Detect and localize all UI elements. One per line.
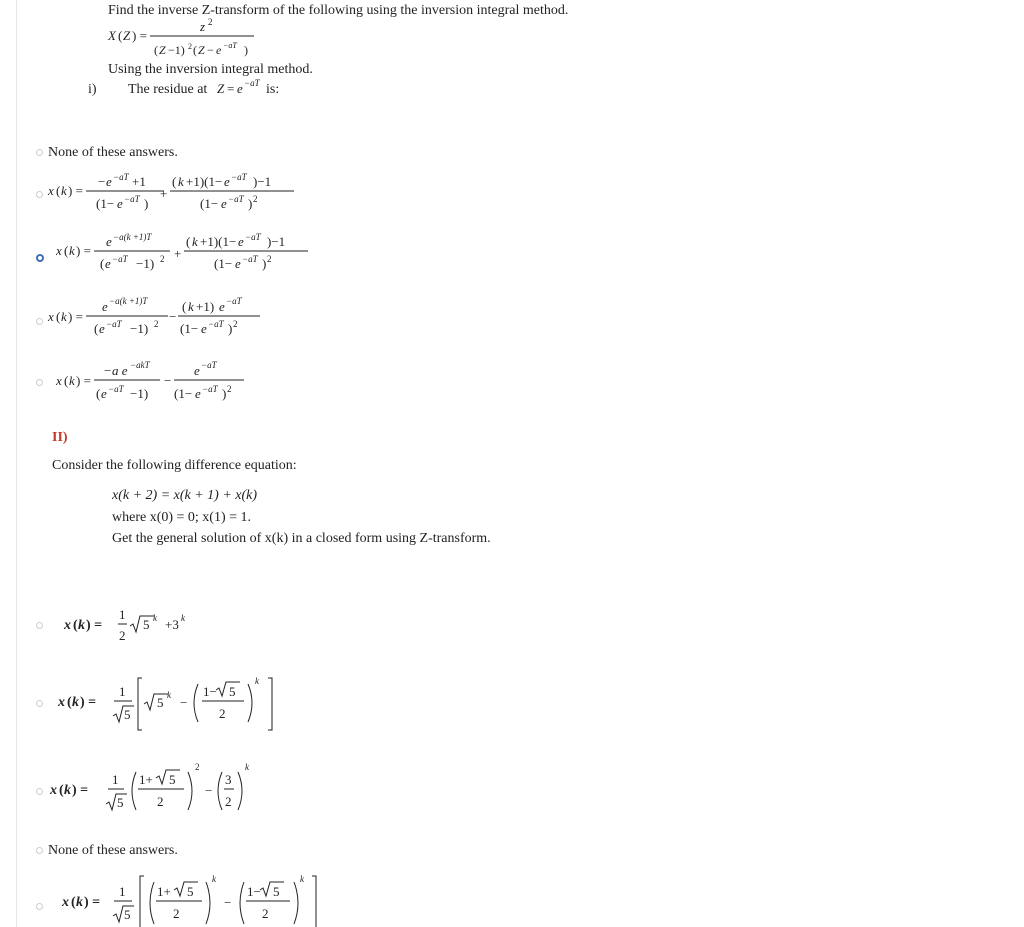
svg-text:e: e (216, 43, 222, 57)
svg-text:(: ( (100, 256, 105, 271)
svg-text:2: 2 (233, 319, 238, 329)
q1-option-2-radio[interactable] (36, 191, 43, 198)
svg-text:−aT: −aT (113, 172, 129, 182)
svg-text:+1)(1−: +1)(1− (200, 234, 237, 249)
svg-text:k: k (78, 618, 85, 633)
svg-text:k: k (255, 676, 259, 686)
svg-text:) =: ) = (132, 28, 147, 43)
q1-option-3-radio[interactable] (36, 254, 44, 262)
svg-text:(: ( (186, 234, 191, 249)
svg-text:k: k (72, 695, 79, 710)
svg-text:2: 2 (195, 762, 200, 772)
svg-text:k: k (167, 690, 171, 700)
svg-text:k: k (61, 309, 67, 324)
svg-text:−: − (224, 895, 232, 910)
svg-text:−: − (169, 309, 177, 324)
svg-text:−aT: −aT (108, 384, 124, 394)
svg-text:(: ( (64, 373, 69, 388)
svg-text:−aT: −aT (244, 78, 260, 88)
svg-text:(: ( (73, 618, 78, 633)
svg-text:(: ( (56, 183, 61, 198)
svg-text:k: k (212, 874, 216, 884)
svg-text:(: ( (94, 321, 99, 336)
svg-text:3: 3 (225, 772, 232, 787)
svg-text:5: 5 (157, 695, 164, 710)
svg-text:e: e (201, 321, 207, 336)
q2-option-4-radio[interactable] (36, 847, 43, 854)
svg-text:1: 1 (119, 884, 126, 899)
svg-text:x: x (56, 243, 62, 258)
svg-text:) =: ) = (86, 618, 103, 633)
svg-text:−aT: −aT (242, 254, 258, 264)
svg-text:k: k (61, 183, 67, 198)
svg-text:e: e (106, 234, 112, 249)
svg-text:2: 2 (227, 384, 232, 394)
svg-text:−aT: −aT (208, 319, 224, 329)
svg-text:−: − (180, 695, 188, 710)
svg-text:2: 2 (119, 628, 126, 643)
q2-option-1-radio[interactable] (36, 622, 43, 629)
svg-text:(: ( (172, 174, 177, 189)
q2-option-3-radio[interactable] (36, 788, 43, 795)
svg-text:k: k (192, 234, 198, 249)
part-suffix: is: (266, 82, 280, 97)
svg-text:(: ( (59, 783, 64, 798)
q2-option-4-label[interactable]: None of these answers. (48, 843, 178, 858)
svg-text:+: + (174, 246, 182, 261)
svg-text:1−: 1− (247, 884, 261, 899)
svg-text:(: ( (67, 695, 72, 710)
svg-text:(: ( (193, 43, 197, 57)
svg-text:(1−: (1− (96, 196, 115, 211)
svg-text:k: k (69, 373, 75, 388)
svg-text:−aT: −aT (106, 319, 122, 329)
svg-text:−a(k +1)T: −a(k +1)T (109, 296, 148, 306)
svg-text:e: e (102, 299, 108, 314)
svg-text:k: k (245, 762, 249, 772)
svg-text:−1): −1) (130, 321, 149, 336)
svg-text:k: k (181, 613, 185, 623)
svg-text:(: ( (64, 243, 69, 258)
svg-text:)−1: )−1 (253, 174, 272, 189)
svg-text:5: 5 (169, 772, 176, 787)
svg-text:(1−: (1− (200, 196, 219, 211)
page-border (16, 0, 17, 927)
svg-text:): ) (248, 196, 253, 211)
svg-text:k: k (69, 243, 75, 258)
svg-text:(: ( (56, 309, 61, 324)
svg-text:2: 2 (225, 794, 232, 809)
svg-text:) =: ) = (68, 309, 83, 324)
svg-text:−aT: −aT (245, 232, 261, 242)
svg-text:−: − (207, 43, 214, 57)
svg-text:) =: ) = (76, 373, 91, 388)
svg-text:e: e (237, 81, 243, 96)
question2-equation: x(k + 2) = x(k + 1) + x(k) (112, 488, 258, 503)
svg-text:e: e (106, 174, 112, 189)
svg-text:x: x (48, 183, 54, 198)
svg-text:e: e (99, 321, 105, 336)
svg-text:k: k (76, 895, 83, 910)
svg-text:) =: ) = (84, 895, 101, 910)
svg-text:k: k (64, 783, 71, 798)
svg-text:x: x (58, 695, 65, 710)
svg-text:Z: Z (159, 43, 166, 57)
svg-text:): ) (144, 196, 149, 211)
svg-text:1: 1 (112, 772, 119, 787)
q2-option-3-formula[interactable] (50, 758, 280, 824)
svg-text:): ) (222, 386, 227, 401)
question2-task: Get the general solution of x(k) in a closed form using Z-transform. (112, 531, 491, 546)
svg-text:x: x (64, 618, 71, 633)
svg-text:5: 5 (187, 884, 194, 899)
svg-text:−akT: −akT (130, 360, 150, 370)
svg-text:Z: Z (198, 43, 205, 57)
svg-text:e: e (195, 386, 201, 401)
svg-text:1+: 1+ (157, 884, 171, 899)
q2-option-2-formula[interactable] (58, 670, 298, 736)
svg-text:−a(k +1)T: −a(k +1)T (113, 232, 152, 242)
svg-text:−1): −1) (136, 256, 155, 271)
svg-text:1: 1 (119, 684, 126, 699)
svg-text:e: e (101, 386, 107, 401)
svg-text:−aT: −aT (226, 296, 242, 306)
q2-option-5-formula[interactable] (62, 868, 332, 927)
svg-text:(: ( (118, 28, 123, 43)
svg-text:−aT: −aT (124, 194, 140, 204)
svg-text:(: ( (71, 895, 76, 910)
q1-option-1-radio[interactable] (36, 149, 43, 156)
svg-text:2: 2 (253, 194, 258, 204)
svg-text:2: 2 (262, 906, 269, 921)
svg-text:k: k (178, 174, 184, 189)
svg-text:−1): −1) (168, 43, 185, 57)
svg-text:k: k (300, 874, 304, 884)
svg-text:1+: 1+ (139, 772, 153, 787)
svg-text:5: 5 (229, 684, 236, 699)
svg-text:+1): +1) (196, 299, 215, 314)
svg-text:z: z (200, 19, 206, 34)
svg-text:(: ( (182, 299, 187, 314)
method-line: Using the inversion integral method. (108, 62, 313, 77)
svg-text:2: 2 (160, 254, 165, 264)
svg-text:Z: Z (217, 81, 225, 96)
svg-text:e: e (117, 196, 123, 211)
svg-text:2: 2 (219, 706, 226, 721)
svg-text:) =: ) = (68, 183, 83, 198)
svg-text:−1): −1) (130, 386, 149, 401)
svg-text:)−1: )−1 (267, 234, 286, 249)
svg-text:1: 1 (119, 607, 126, 622)
svg-text:2: 2 (157, 794, 164, 809)
svg-text:+: + (160, 186, 168, 201)
svg-text:(1−: (1− (214, 256, 233, 271)
svg-text:) =: ) = (76, 243, 91, 258)
svg-text:5: 5 (124, 707, 131, 722)
q1-option-4-formula[interactable] (48, 294, 278, 342)
svg-text:5: 5 (124, 907, 131, 922)
svg-text:1−: 1− (203, 684, 217, 699)
q1-option-5-formula[interactable] (56, 358, 256, 406)
svg-text:x: x (56, 373, 62, 388)
svg-text:): ) (262, 256, 267, 271)
svg-text:e: e (224, 174, 230, 189)
svg-text:2: 2 (188, 42, 192, 51)
svg-text:(: ( (154, 43, 158, 57)
q1-option-3-formula[interactable] (56, 230, 316, 278)
svg-text:): ) (244, 43, 248, 57)
svg-text:e: e (238, 234, 244, 249)
svg-text:2: 2 (267, 254, 272, 264)
svg-text:x: x (62, 895, 69, 910)
svg-text:2: 2 (208, 17, 213, 27)
q1-option-4-radio[interactable] (36, 318, 43, 325)
part-text: The residue at (128, 82, 208, 97)
svg-text:e: e (221, 196, 227, 211)
svg-text:−: − (104, 363, 112, 378)
q1-option-1-label[interactable]: None of these answers. (48, 145, 178, 160)
question2-prompt: Consider the following difference equation: (52, 458, 297, 473)
svg-text:x: x (48, 309, 54, 324)
svg-text:−: − (164, 373, 172, 388)
q1-option-2-formula[interactable] (48, 170, 298, 218)
svg-text:e: e (235, 256, 241, 271)
svg-text:5: 5 (117, 795, 124, 810)
svg-text:(: ( (96, 386, 101, 401)
svg-text:e: e (105, 256, 111, 271)
q2-option-5-radio[interactable] (36, 903, 43, 910)
svg-text:(1−: (1− (180, 321, 199, 336)
svg-text:+1: +1 (132, 174, 146, 189)
q1-option-5-radio[interactable] (36, 379, 43, 386)
svg-text:): ) (228, 321, 233, 336)
svg-text:−aT: −aT (223, 41, 237, 50)
q2-option-2-radio[interactable] (36, 700, 43, 707)
svg-text:e: e (194, 363, 200, 378)
svg-text:−aT: −aT (201, 360, 217, 370)
svg-text:5: 5 (143, 617, 150, 632)
question2-initial: where x(0) = 0; x(1) = 1. (112, 510, 252, 525)
svg-text:x: x (50, 783, 57, 798)
svg-text:k: k (153, 613, 157, 623)
svg-text:) =: ) = (72, 783, 89, 798)
svg-text:) =: ) = (80, 695, 97, 710)
svg-text:=: = (227, 81, 235, 96)
svg-text:−aT: −aT (202, 384, 218, 394)
svg-text:−aT: −aT (112, 254, 128, 264)
svg-text:Z: Z (123, 28, 131, 43)
svg-text:(1−: (1− (174, 386, 193, 401)
svg-text:k: k (188, 299, 194, 314)
q2-option-1-formula[interactable] (64, 602, 224, 650)
svg-text:a e: a e (112, 363, 128, 378)
question1-prompt: Find the inverse Z-transform of the following using the inversion integral method. (108, 3, 569, 18)
question2-heading: II) (52, 430, 68, 445)
svg-text:5: 5 (273, 884, 280, 899)
xz-formula (108, 18, 268, 62)
svg-text:2: 2 (154, 319, 159, 329)
part-number: i) (88, 82, 97, 97)
svg-text:−: − (205, 783, 213, 798)
svg-text:2: 2 (173, 906, 180, 921)
svg-text:e: e (219, 299, 225, 314)
svg-text:−aT: −aT (231, 172, 247, 182)
svg-text:+3: +3 (165, 617, 179, 632)
svg-text:X: X (108, 28, 116, 43)
svg-text:−: − (98, 174, 106, 189)
svg-text:+1)(1−: +1)(1− (186, 174, 223, 189)
svg-text:−aT: −aT (228, 194, 244, 204)
